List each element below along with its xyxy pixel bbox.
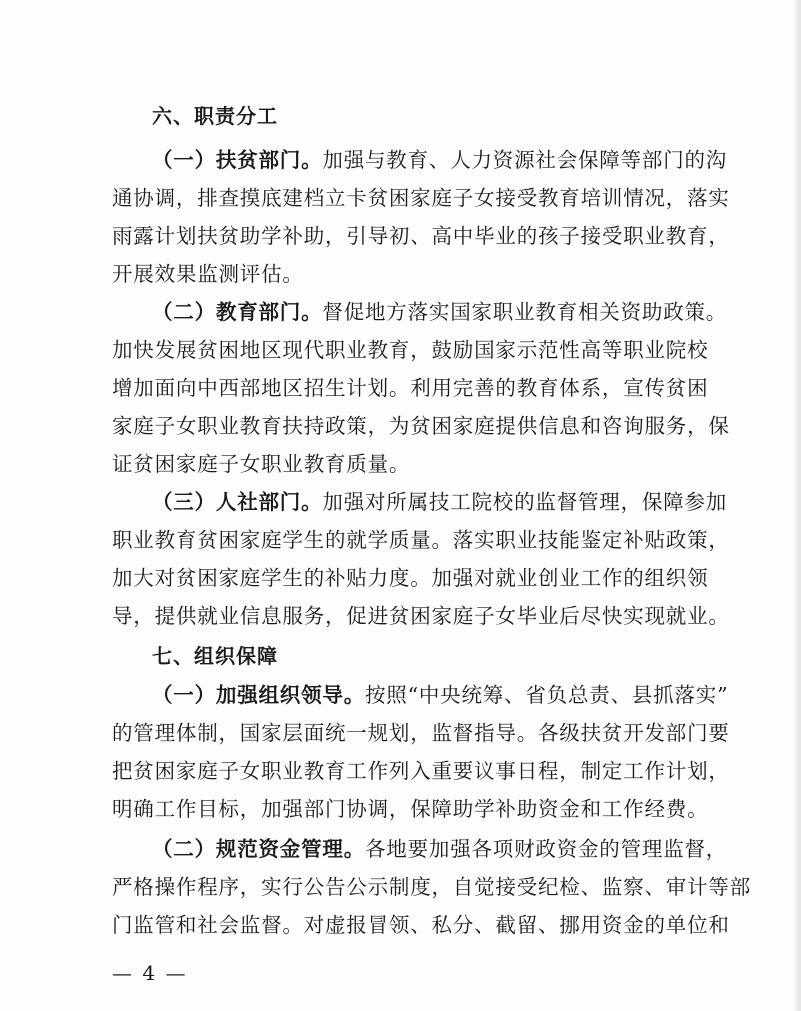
paragraph-line: 雨露计划扶贫助学补助，引导初、高中毕业的孩子接受职业教育， xyxy=(112,224,730,248)
paragraph-poverty-dept-line-1: （一）扶贫部门。加强与教育、人力资源社会保障等部门的沟 xyxy=(152,148,728,172)
paragraph-line: 职业教育贫困家庭学生的就学质量。落实职业技能鉴定补贴政策， xyxy=(112,528,730,552)
page-edge-shadow xyxy=(793,0,801,1011)
paragraph-line: 证贫困家庭子女职业教育质量。 xyxy=(112,452,411,476)
section-heading-7: 七、组织保障 xyxy=(152,644,278,668)
paragraph-line: 的管理体制，国家层面统一规划，监督指导。各级扶贫开发部门要 xyxy=(112,721,730,745)
paragraph-line: 明确工作目标，加强部门协调，保障助学补助资金和工作经费。 xyxy=(112,797,709,821)
paragraph-line: 加大对贫困家庭学生的补贴力度。加强对就业创业工作的组织领 xyxy=(112,566,709,590)
section-heading-6: 六、职责分工 xyxy=(152,104,278,128)
paragraph-lead: （三）人社部门。 xyxy=(152,490,323,514)
paragraph-lead: （二）规范资金管理。 xyxy=(152,837,365,861)
paragraph-leadership-line-1: （一）加强组织领导。按照“中央统筹、省负总责、县抓落实” xyxy=(152,683,729,707)
paragraph-line: 增加面向中西部地区招生计划。利用完善的教育体系，宣传贫困 xyxy=(112,376,709,400)
paragraph-lead: （二）教育部门。 xyxy=(152,300,323,324)
paragraph-line: 开展效果监测评估。 xyxy=(112,262,304,286)
paragraph-hr-dept-line-1: （三）人社部门。加强对所属技工院校的监督管理，保障参加 xyxy=(152,490,728,514)
paragraph-line: 严格操作程序，实行公告公示制度，自觉接受纪检、监察、审计等部 xyxy=(112,875,751,899)
paragraph-lead: （一）加强组织领导。 xyxy=(152,683,365,707)
paragraph-funds-line-1: （二）规范资金管理。各地要加强各项财政资金的管理监督， xyxy=(152,837,728,861)
paragraph-lead: （一）扶贫部门。 xyxy=(152,148,323,172)
paragraph-line: 家庭子女职业教育扶持政策，为贫困家庭提供信息和咨询服务，保 xyxy=(112,414,730,438)
paragraph-line: 通协调，排查摸底建档立卡贫困家庭子女接受教育培训情况，落实 xyxy=(112,186,730,210)
paragraph-education-dept-line-1: （二）教育部门。督促地方落实国家职业教育相关资助政策。 xyxy=(152,300,728,324)
paragraph-line: 门监管和社会监督。对虚报冒领、私分、截留、挪用资金的单位和 xyxy=(112,913,730,937)
paragraph-line: 把贫困家庭子女职业教育工作列入重要议事日程，制定工作计划， xyxy=(112,759,730,783)
paragraph-line: 导，提供就业信息服务，促进贫困家庭子女毕业后尽快实现就业。 xyxy=(112,604,730,628)
page-number: — 4 — xyxy=(112,961,188,985)
paragraph-line: 加快发展贫困地区现代职业教育，鼓励国家示范性高等职业院校 xyxy=(112,338,709,362)
